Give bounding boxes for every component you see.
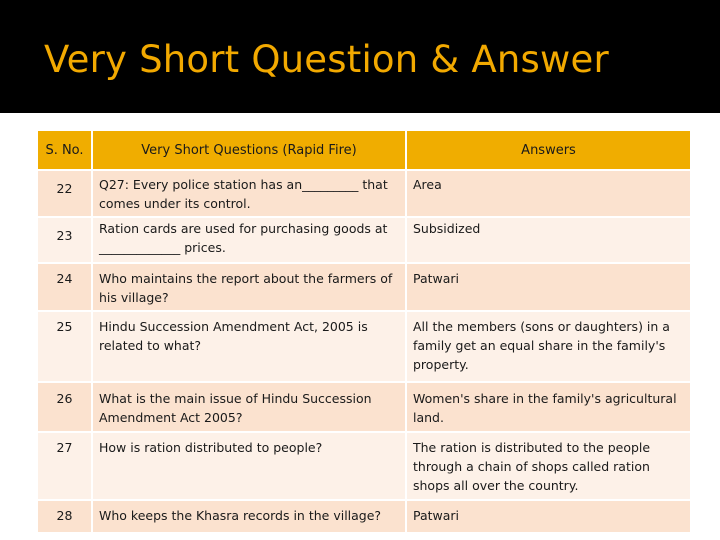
table-row [37,432,691,500]
title-bar [0,0,720,113]
row-question: How is ration distributed to people? [92,432,406,500]
row-question: Who maintains the report about the farmers of his village? [92,263,406,311]
row-sno: 28 [37,500,92,533]
qa-table [36,129,692,534]
table-row [37,382,691,432]
row-question: What is the main issue of Hindu Succession Amendment Act 2005? [92,382,406,432]
header-answer: Answers [406,130,691,170]
row-answer: Patwari [406,263,691,311]
table-header-row [37,130,691,170]
row-sno: 23 [37,217,92,263]
row-sno: 26 [37,382,92,432]
table-row [37,500,691,533]
row-question: Ration cards are used for purchasing goods at _____________ prices. [92,217,406,263]
row-answer: Women's share in the family's agricultural land. [406,382,691,432]
row-sno: 22 [37,170,92,217]
row-sno: 25 [37,311,92,382]
row-sno: 27 [37,432,92,500]
table-row [37,263,691,311]
row-answer: Subsidized [406,217,691,263]
table-row [37,311,691,382]
row-sno: 24 [37,263,92,311]
row-answer: The ration is distributed to the people through a chain of shops called ration shops all over the country. [406,432,691,500]
row-answer: All the members (sons or daughters) in a family get an equal share in the family's property. [406,311,691,382]
slide-title: Very Short Question & Answer [44,38,609,81]
row-answer: Area [406,170,691,217]
row-question: Who keeps the Khasra records in the village? [92,500,406,533]
row-question: Hindu Succession Amendment Act, 2005 is related to what? [92,311,406,382]
row-answer: Patwari [406,500,691,533]
row-question: Q27: Every police station has an_________ that comes under its control. [92,170,406,217]
table-row [37,170,691,217]
table-row [37,217,691,263]
header-sno: S. No. [37,130,92,170]
header-question: Very Short Questions (Rapid Fire) [92,130,406,170]
